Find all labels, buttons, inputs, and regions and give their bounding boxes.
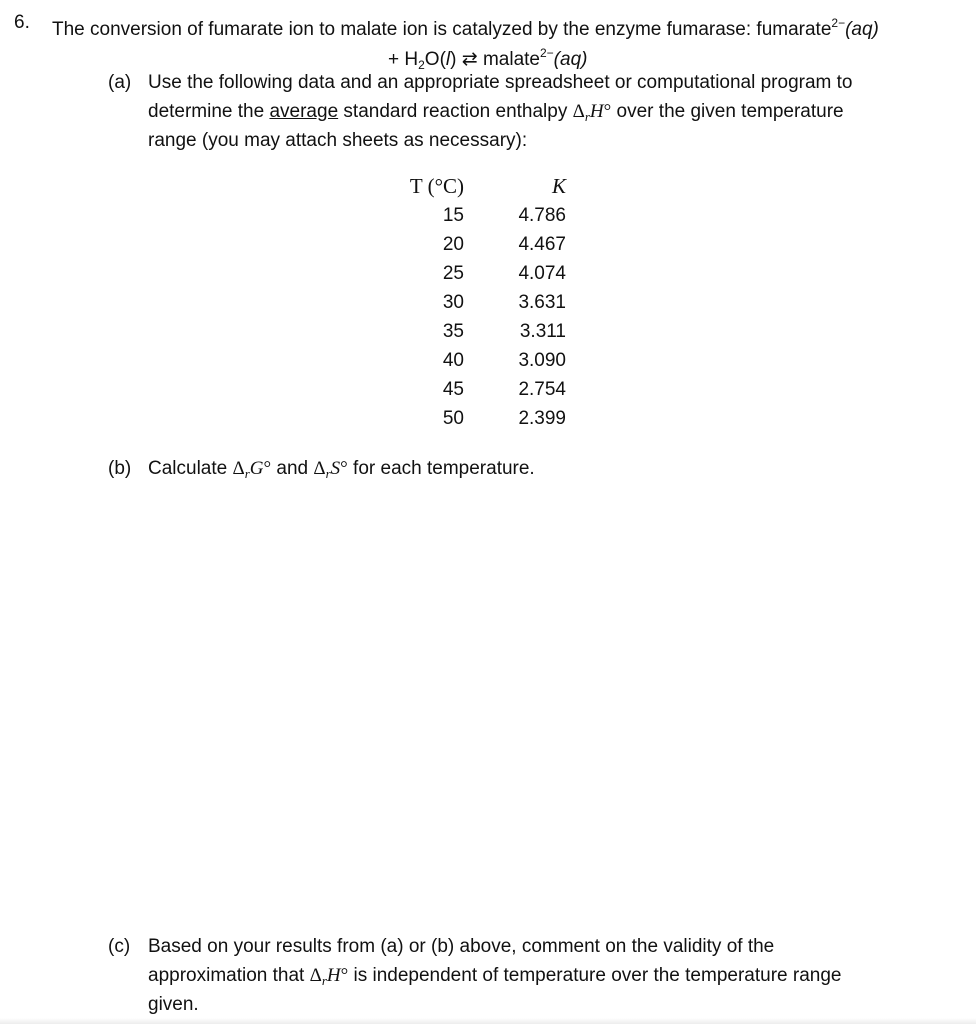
phase-aq-2: (aq): [553, 49, 588, 70]
cell-k: 2.754: [518, 379, 566, 400]
header-k: K: [551, 174, 566, 198]
part-c-line2-pre: approximation that: [148, 965, 310, 986]
table-header-row: [392, 172, 566, 201]
question-intro-text: The conversion of fumarate ion to malate ion is catalyzed by the enzyme fumarase: fumarate: [52, 19, 832, 40]
part-b-and: and: [271, 458, 314, 479]
part-b-label: (b): [108, 458, 132, 479]
table-row: [392, 230, 566, 259]
cell-k: 4.786: [518, 205, 566, 226]
delta-r-h-symbol: $\Delta_rH^\circ$: [572, 101, 612, 124]
cell-k: 3.311: [519, 321, 566, 342]
average-underlined: average: [269, 101, 339, 122]
phase-l: l: [445, 49, 451, 70]
table-row: [392, 375, 566, 404]
cell-k: 4.074: [518, 263, 566, 284]
part-a-line3: range (you may attach sheets as necessary):: [148, 130, 528, 151]
question-number: 6.: [14, 12, 30, 33]
fumarate-charge: 2−: [831, 16, 846, 30]
part-a-line2-pre: determine the: [148, 101, 270, 122]
header-temperature: T (°C): [409, 174, 464, 198]
cell-t: 50: [442, 408, 464, 429]
table-row: [392, 404, 566, 433]
cell-t: 25: [442, 263, 464, 284]
reaction-plus-h: + H: [388, 49, 419, 70]
part-b-pre: Calculate: [148, 458, 233, 479]
part-a-label: (a): [108, 72, 132, 93]
part-b-text: [148, 456, 535, 487]
part-c-line1: Based on your results from (a) or (b) above, comment on the validity of the: [148, 936, 775, 957]
cell-k: 2.399: [518, 408, 566, 429]
delta-r-g-symbol: $\Delta_rG^\circ$: [232, 458, 272, 481]
cell-t: 45: [442, 379, 464, 400]
cell-k: 4.467: [518, 234, 566, 255]
part-b-post: for each temperature.: [347, 458, 535, 479]
water-close: ): [450, 49, 457, 70]
table-row: [392, 317, 566, 346]
table-row: [392, 201, 566, 230]
question-intro: [52, 10, 879, 43]
part-a-line1: Use the following data and an appropriate spreadsheet or computational program to: [148, 72, 853, 93]
part-a-line2-mid: standard reaction enthalpy: [338, 101, 573, 122]
table-row: [392, 288, 566, 317]
part-c-line2-post: is independent of temperature over the temperature range: [348, 965, 842, 986]
table-row: [392, 259, 566, 288]
part-c-line3: given.: [148, 994, 199, 1015]
malate-charge: 2−: [539, 46, 554, 60]
cell-t: 15: [442, 205, 464, 226]
temperature-k-table: [392, 172, 566, 433]
cell-t: 40: [442, 350, 464, 371]
page-bottom-edge: [0, 1018, 976, 1024]
equilibrium-arrow-icon: ⇄: [461, 49, 478, 70]
delta-r-s-symbol: $\Delta_rS^\circ$: [313, 458, 348, 481]
water-rest: O(: [424, 49, 446, 70]
malate-text: malate: [477, 49, 540, 70]
part-c-line2: [148, 963, 841, 994]
water-subscript: 2: [418, 58, 425, 72]
part-a-line2-post: over the given temperature: [611, 101, 844, 122]
table-row: [392, 346, 566, 375]
cell-t: 30: [442, 292, 464, 313]
cell-t: 35: [442, 321, 464, 342]
phase-aq-1: (aq): [845, 19, 879, 40]
cell-k: 3.631: [518, 292, 566, 313]
part-a-line2: [148, 99, 844, 130]
cell-t: 20: [442, 234, 464, 255]
cell-k: 3.090: [518, 350, 566, 371]
part-c-label: (c): [108, 936, 131, 957]
delta-r-h-symbol-c: $\Delta_rH^\circ$: [309, 965, 349, 988]
